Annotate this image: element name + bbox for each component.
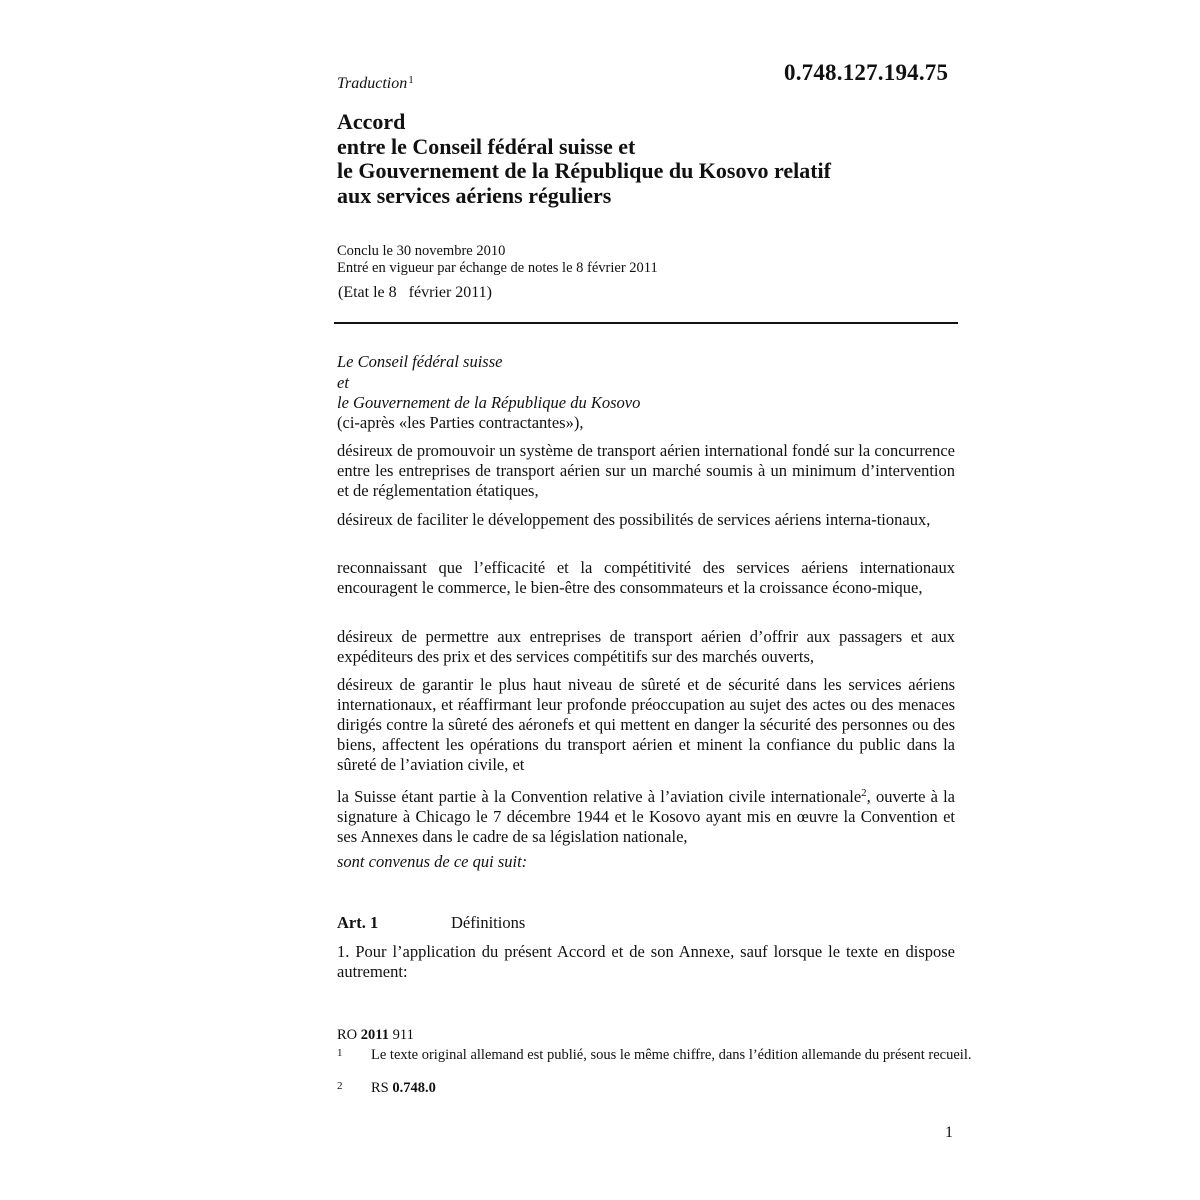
title-line-2: entre le Conseil fédéral suisse et <box>337 133 636 159</box>
title-line-3: le Gouvernement de la République du Kosovo relatif <box>337 158 831 183</box>
entry-into-force-date: Entré en vigueur par échange de notes le 8 février 2011 <box>337 260 658 276</box>
preamble-paragraph-5: désireux de garantir le plus haut niveau de sûreté et de sécurité dans les services aériens internationaux, et réaffirmant leur profonde préoccupation au sujet des actes ou des menaces dirigés contre la sûreté des aéronefs et qui mettent en danger la sécurité des personnes ou des biens, affectent les opérations du transport aérien et minent la confiance du public dans la sûreté de l’aviation civile, et <box>337 675 955 774</box>
footnote-1 <box>337 1048 987 1080</box>
preamble-paragraph-3: reconnaissant que l’efficacité et la compétitivité des services aériens internationaux encouragent le commerce, le bien-être des consommateurs et la croissance écono-mique, <box>337 558 955 597</box>
footnote-2-text <box>371 1081 981 1096</box>
dates-block <box>337 243 658 277</box>
ro-year: 2011 <box>360 1027 389 1043</box>
status-date: (Etat le 8 février 2011) <box>338 284 493 301</box>
preamble-paragraph-4: désireux de permettre aux entreprises de transport aérien d’offrir aux passagers et aux expéditeurs des prix et des services compétitifs sur des marchés ouverts, <box>337 627 955 666</box>
preamble-parties-alias: (ci-après «les Parties contractantes»), <box>337 413 584 432</box>
traduction-text: Traduction <box>337 75 408 92</box>
concluded-date: Conclu le 30 novembre 2010 <box>337 243 506 259</box>
traduction-label <box>337 74 414 93</box>
footnote-2-prefix: RS <box>371 1080 393 1096</box>
convention-text-start: la Suisse étant partie à la Convention relative à l’aviation civile internationale <box>337 787 862 806</box>
preamble-party-2: le Gouvernement de la République du Kosovo <box>337 393 641 412</box>
preamble-conjunction: et <box>337 373 349 392</box>
article-1-number: Art. 1 <box>337 913 379 932</box>
footnote-ref-2[interactable]: 2 <box>861 787 867 799</box>
article-1-title: Définitions <box>451 913 526 932</box>
header-divider <box>334 322 958 324</box>
ro-page: 911 <box>388 1027 414 1043</box>
preamble-paragraph-2: désireux de faciliter le développement des possibilités de services aériens interna-tionaux, <box>337 510 931 529</box>
ro-reference <box>337 1027 414 1044</box>
footnote-1-text: Le texte original allemand est publié, sous le même chiffre, dans l’édition allemande du présent recueil. <box>371 1047 972 1063</box>
preamble-paragraph-convention <box>337 783 955 847</box>
footnote-1-number: 1 <box>337 1047 343 1059</box>
document-title <box>337 110 957 208</box>
preamble-closing: sont convenus de ce qui suit: <box>337 852 528 871</box>
sr-number: 0.748.127.194.75 <box>784 60 949 85</box>
footnote-ref-1[interactable]: 1 <box>408 74 414 86</box>
article-1-paragraph-1: 1. Pour l’application du présent Accord et de son Annexe, sauf lorsque le texte en dispose autrement: <box>337 942 955 981</box>
title-line-1: Accord <box>337 109 406 134</box>
ro-prefix: RO <box>337 1027 361 1043</box>
footnote-2-number: 2 <box>337 1080 343 1092</box>
convention-text-end: , ouverte à la signature à Chicago le 7 décembre 1944 et le Kosovo ayant mis en œuvre la Convention et ses Annexes dans le cadre de sa législation nationale, <box>337 787 955 846</box>
footnote-2 <box>337 1081 987 1097</box>
title-line-4: aux services aériens réguliers <box>337 182 612 208</box>
preamble-paragraph-1: désireux de promouvoir un système de transport aérien international fondé sur la concurrence entre les entreprises de transport aérien sur un marché soumis à un minimum d’intervention et de réglementation étatiques, <box>337 441 955 500</box>
footnote-2-reference[interactable]: 0.748.0 <box>392 1080 436 1096</box>
article-1-heading <box>337 913 526 933</box>
preamble-party-1: Le Conseil fédéral suisse <box>337 352 503 371</box>
page-number: 1 <box>945 1124 953 1141</box>
